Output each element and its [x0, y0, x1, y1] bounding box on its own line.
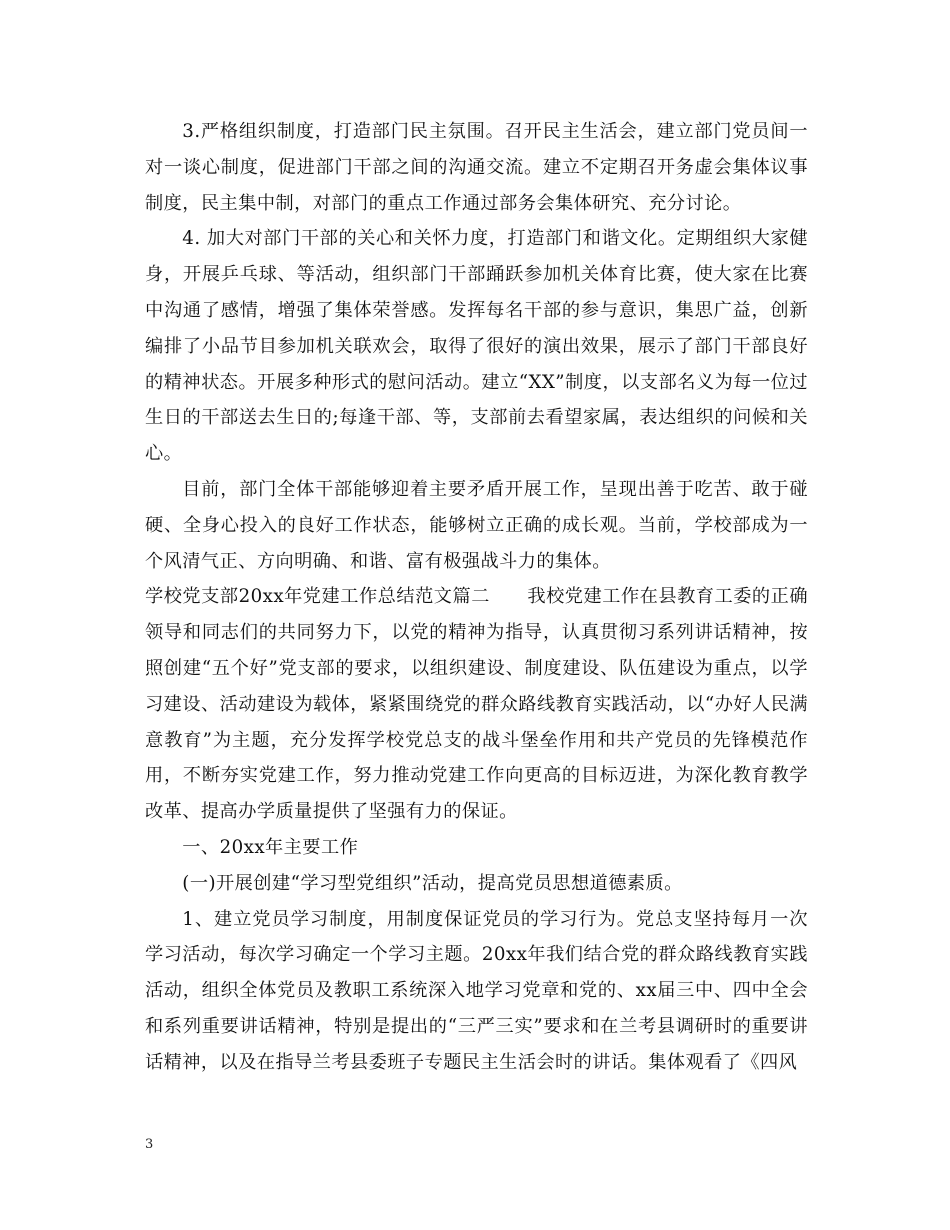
paragraph-current-status: 目前，部门全体干部能够迎着主要矛盾开展工作，呈现出善于吃苦、敢于碰硬、全身心投入的良好工作状态，能够树立正确的成长观。当前，学校部成为一个风清气正、方向明确、和谐、富有极强战斗力的集体。 — [145, 478, 808, 572]
paragraph-study-system: 1、建立党员学习制度，用制度保证党员的学习行为。党总支坚持每月一次学习活动，每次学习确定一个学习主题。20xx年我们结合党的群众路线教育实践活动，组织全体党员及教职工系统深入地学习党章和党的、xx届三中、四中全会和系列重要讲话精神，特别是提出的“三严三实”要求和在兰考县调研时的重要讲话精神，以及在指导兰考县委班子专题民主生活会时的讲话。集体观看了《四风 — [145, 908, 809, 1073]
paragraph-article-two-intro: 学校党支部20xx年党建工作总结范文篇二 我校党建工作在县教育工委的正确领导和同志们的共同努力下，以党的精神为指导，认真贯彻习系列讲话精神，按照创建“五个好”党支部的要求，以组织建设、制度建设、队伍建设为重点，以学习建设、活动建设为载体，紧紧围绕党的群众路线教育实践活动，以“办好人民满意教育”为主题，充分发挥学校党总支的战斗堡垒作用和共产党员的先锋模范作用，不断夯实党建工作，努力推动党建工作向更高的目标迈进，为深化教育教学改革、提高办学质量提供了坚强有力的保证。 — [145, 586, 808, 823]
page-number: 3 — [145, 1137, 154, 1152]
paragraph-3: 3.严格组织制度，打造部门民主氛围。召开民主生活会，建立部门党员间一对一谈心制度，促进部门干部之间的沟通交流。建立不定期召开务虚会集体议事制度，民主集中制，对部门的重点工作通过部务会集体研究、充分讨论。 — [145, 121, 808, 214]
paragraph-4: 4. 加大对部门干部的关心和关怀力度，打造部门和谐文化。定期组织大家健身，开展乒乓球、等活动，组织部门干部踊跃参加机关体育比赛，使大家在比赛中沟通了感情，增强了集体荣誉感。发挥每名干部的参与意识，集思广益，创新编排了小品节目参加机关联欢会，取得了很好的演出效果，展示了部门干部良好的精神状态。开展多种形式的慰问活动。建立“XX”制度，以支部名义为每一位过生日的干部送去生日的;每逢干部、等，支部前去看望家属，表达组织的问候和关心。 — [145, 228, 808, 465]
document-body — [145, 114, 808, 1081]
section-heading-main-work: 一、20xx年主要工作 — [182, 836, 359, 858]
subsection-heading-learning-party: (一)开展创建“学习型党组织”活动，提高党员思想道德素质。 — [182, 872, 683, 894]
